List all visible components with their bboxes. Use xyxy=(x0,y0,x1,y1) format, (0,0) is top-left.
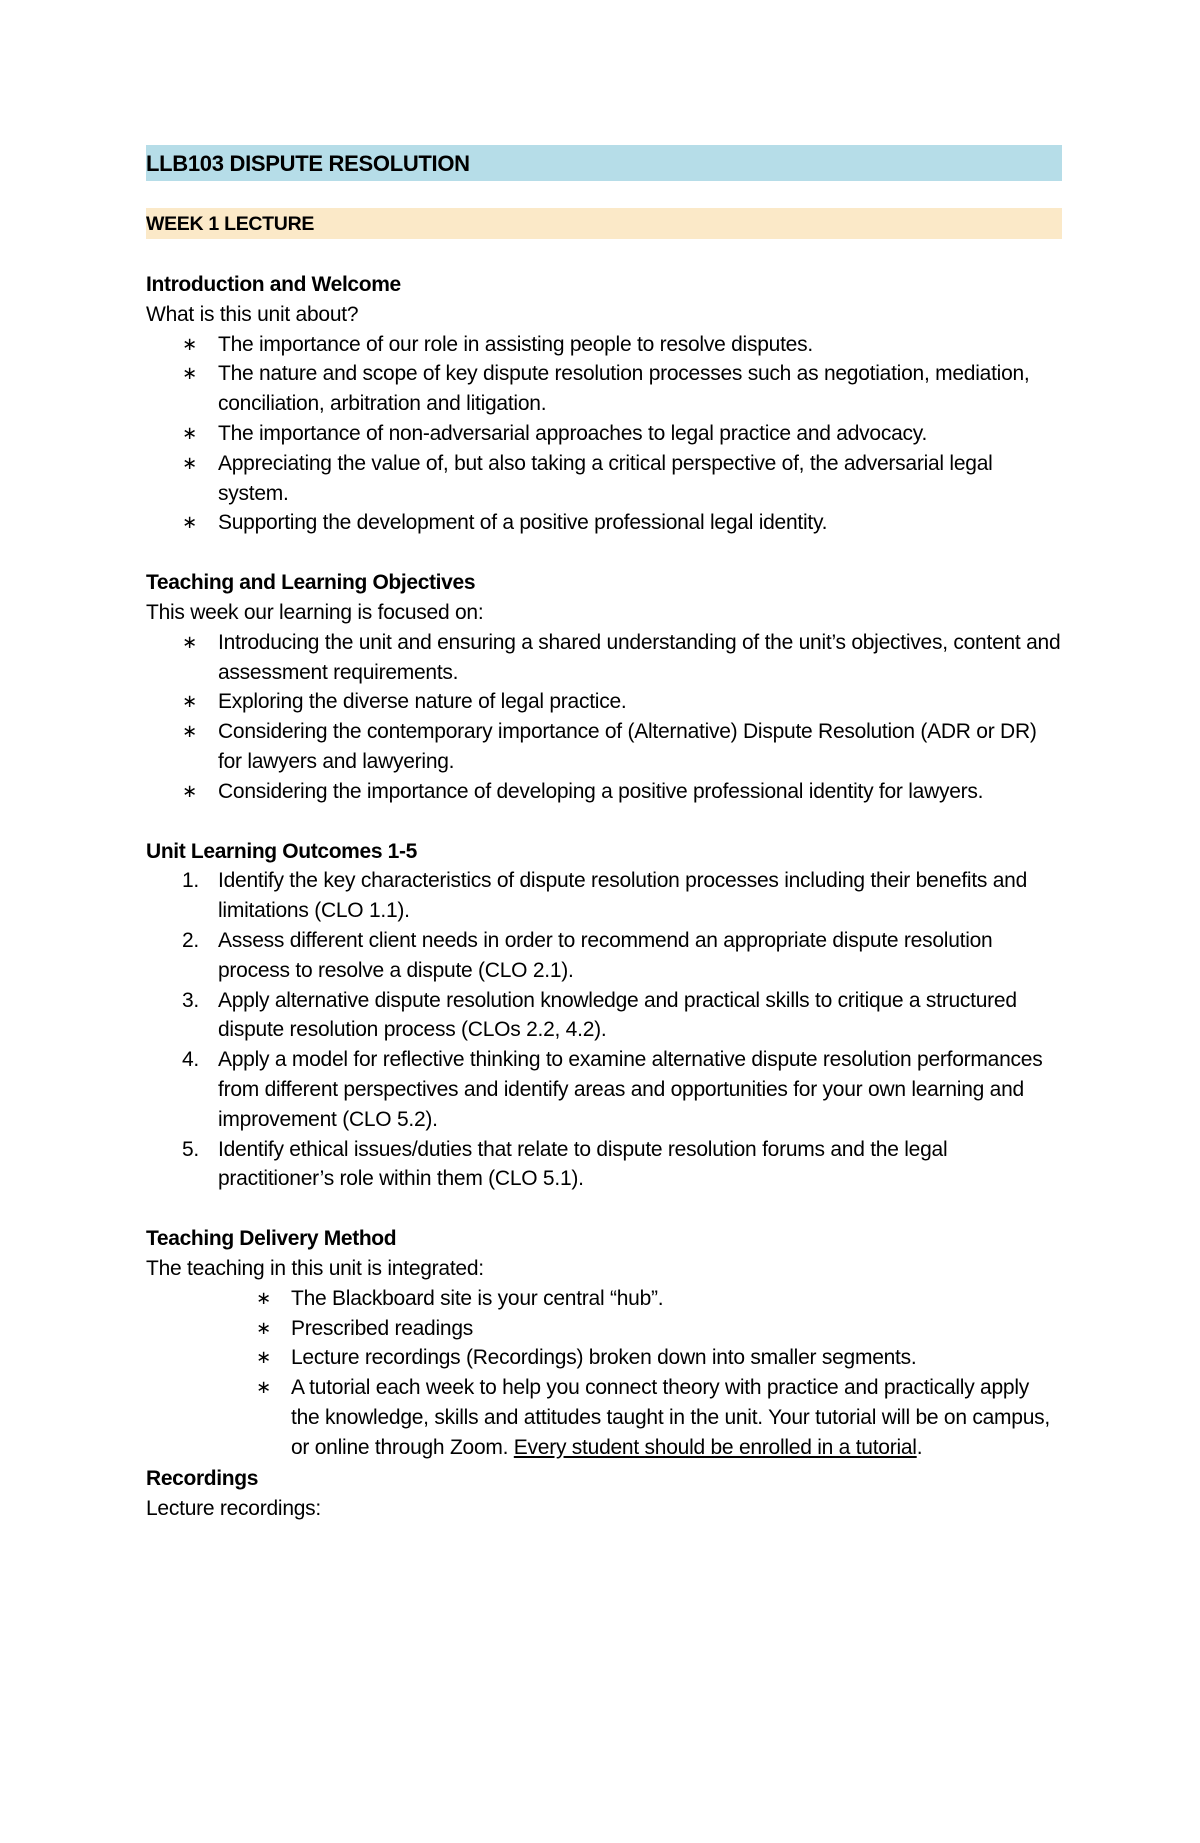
week-heading: WEEK 1 LECTURE xyxy=(146,208,1062,239)
asterisk-bullet-icon: ∗ xyxy=(182,422,197,444)
delivery-list xyxy=(146,1284,1062,1463)
list-item: 3. Apply alternative dispute resolution knowledge and practical skills to critique a structured dispute resolution process (CLOs 2.2, 4.2). xyxy=(182,988,1017,1042)
list-item: ∗ Considering the importance of developing a positive professional identity for lawyers. xyxy=(146,777,1062,807)
recordings-heading: Recordings xyxy=(146,1467,259,1491)
recordings-lead: Lecture recordings: xyxy=(146,1497,322,1521)
objectives-heading: Teaching and Learning Objectives xyxy=(146,571,476,595)
tutorial-enrol-note: Every student should be enrolled in a tutorial xyxy=(513,1435,917,1459)
objectives-list xyxy=(146,628,1062,807)
asterisk-bullet-icon: ∗ xyxy=(182,512,197,534)
asterisk-bullet-icon: ∗ xyxy=(256,1317,271,1339)
document-page xyxy=(0,145,1200,1843)
asterisk-bullet-icon: ∗ xyxy=(182,691,197,713)
outcomes-heading: Unit Learning Outcomes 1-5 xyxy=(146,839,417,863)
list-item: ∗ Appreciating the value of, but also taking a critical perspective of, the adversarial legal system. xyxy=(146,449,1062,509)
document-title: LLB103 DISPUTE RESOLUTION xyxy=(146,145,1062,181)
list-item: 1. Identify the key characteristics of dispute resolution processes including their benefits and limitations (CLO 1.1). xyxy=(182,869,1028,923)
asterisk-bullet-icon: ∗ xyxy=(256,1347,271,1369)
list-item: ∗ Introducing the unit and ensuring a shared understanding of the unit’s objectives, content and assessment requirements. xyxy=(146,628,1062,688)
list-item: ∗ The importance of non-adversarial approaches to legal practice and advocacy. xyxy=(146,419,1062,449)
list-item: ∗ The nature and scope of key dispute resolution processes such as negotiation, mediation, conciliation, arbitration and litigation. xyxy=(146,359,1062,419)
list-item: 5. Identify ethical issues/duties that relate to dispute resolution forums and the legal practitioner’s role within them (CLO 5.1). xyxy=(182,1137,948,1191)
delivery-lead: The teaching in this unit is integrated: xyxy=(146,1256,484,1280)
list-item: ∗ The Blackboard site is your central “hub”. xyxy=(146,1284,1062,1314)
tutorial-text: A tutorial each week to help you connect theory with practice and practically apply the knowledge, skills and attitudes taught in the unit. Your tutorial will be on campus, or online through Zoom. xyxy=(291,1376,1050,1459)
list-item: 2. Assess different client needs in order to recommend an appropriate dispute resolution process to resolve a dispute (CLO 2.1). xyxy=(182,928,993,982)
asterisk-bullet-icon: ∗ xyxy=(182,363,197,385)
list-item: ∗ Considering the contemporary importance of (Alternative) Dispute Resolution (ADR or DR) for lawyers and lawyering. xyxy=(146,717,1062,777)
list-item: ∗ Supporting the development of a positive professional legal identity. xyxy=(146,508,1062,538)
asterisk-bullet-icon: ∗ xyxy=(182,333,197,355)
list-item: ∗ Prescribed readings xyxy=(146,1314,1062,1344)
intro-list xyxy=(146,330,1062,539)
list-item: ∗ Exploring the diverse nature of legal practice. xyxy=(146,687,1062,717)
list-item: 4. Apply a model for reflective thinking to examine alternative dispute resolution performances from different perspectives and identify areas and opportunities for your own learning and improvement (CLO 5.2). xyxy=(182,1048,1043,1131)
objectives-lead: This week our learning is focused on: xyxy=(146,600,484,624)
outcomes-section xyxy=(146,837,1062,1195)
asterisk-bullet-icon: ∗ xyxy=(182,631,197,653)
list-item: ∗ The importance of our role in assisting people to resolve disputes. xyxy=(146,330,1062,360)
intro-section xyxy=(146,270,1062,538)
asterisk-bullet-icon: ∗ xyxy=(256,1377,271,1399)
delivery-heading: Teaching Delivery Method xyxy=(146,1227,397,1251)
intro-heading: Introduction and Welcome xyxy=(146,273,401,296)
list-item: ∗ A tutorial each week to help you connect theory with practice and practically apply the knowledge, skills and attitudes taught in the unit. Your tutorial will be on campus, or online through Zoom. Every student should be enrolled in a tutorial. xyxy=(146,1373,1062,1462)
recordings-section xyxy=(146,1464,1062,1524)
asterisk-bullet-icon: ∗ xyxy=(182,780,197,802)
delivery-section xyxy=(146,1224,1062,1462)
asterisk-bullet-icon: ∗ xyxy=(182,452,197,474)
intro-lead: What is this unit about? xyxy=(146,302,359,326)
asterisk-bullet-icon: ∗ xyxy=(182,721,197,743)
objectives-section xyxy=(146,568,1062,806)
asterisk-bullet-icon: ∗ xyxy=(256,1287,271,1309)
outcomes-list xyxy=(146,866,1062,1194)
list-item: ∗ Lecture recordings (Recordings) broken down into smaller segments. xyxy=(146,1343,1062,1373)
